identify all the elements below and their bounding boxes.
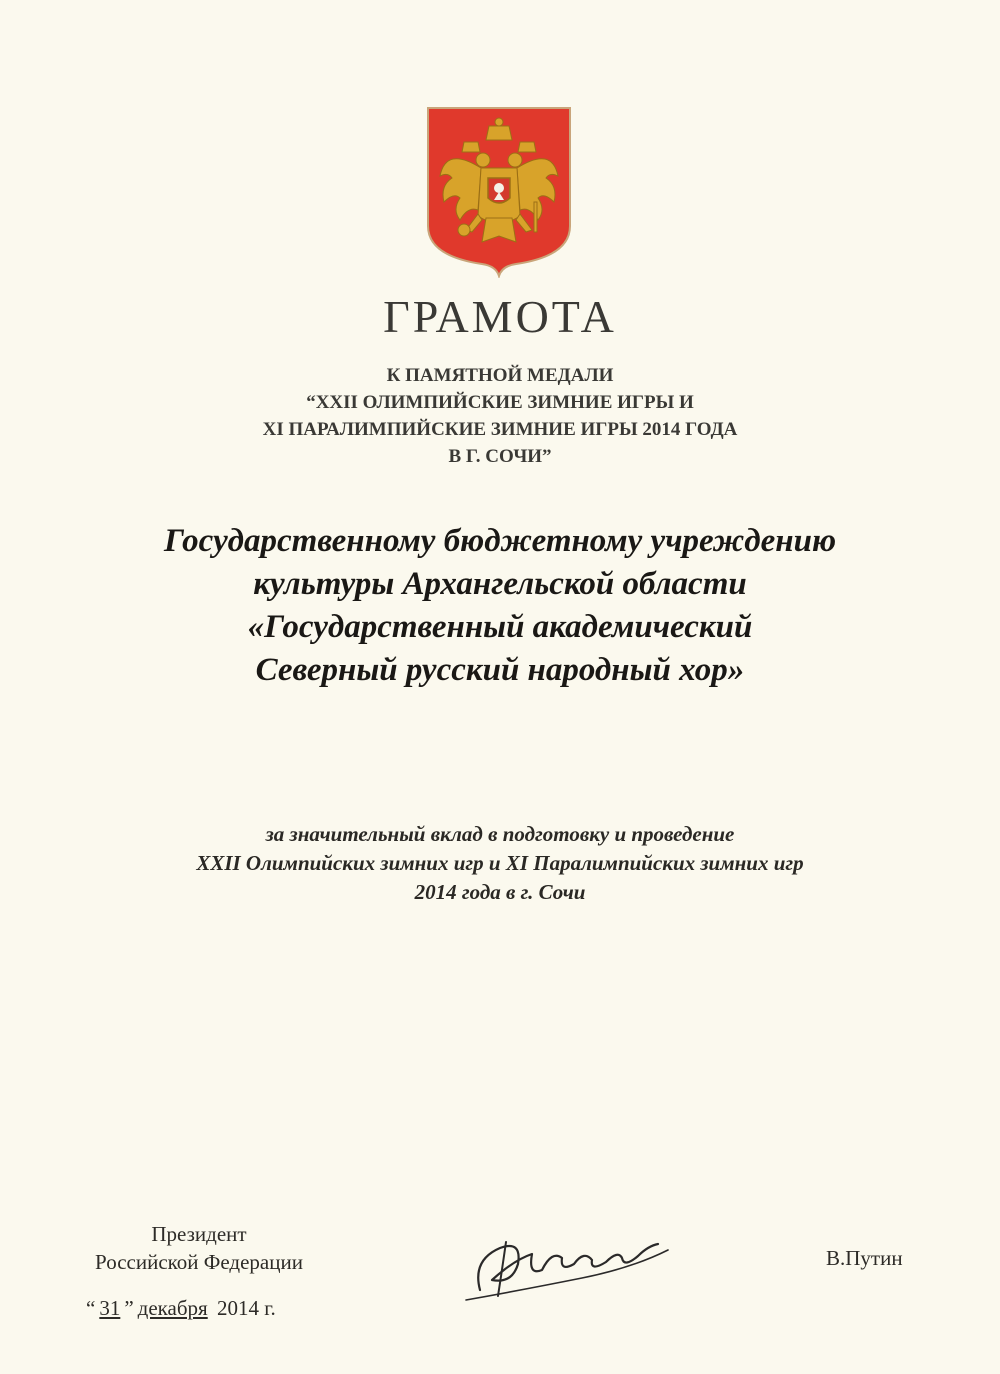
- reason-line: XXII Олимпийских зимних игр и XI Паралимпийских зимних игр: [196, 851, 804, 875]
- issue-date: [86, 1296, 276, 1321]
- date-day: 31: [99, 1296, 121, 1320]
- recipient-line: Северный русский народный хор»: [255, 652, 745, 688]
- position-line: Российской Федерации: [95, 1250, 303, 1274]
- reason-line: за значительный вклад в подготовку и проведение: [265, 822, 735, 846]
- date-open-quote: “: [86, 1296, 96, 1320]
- position-line: Президент: [151, 1222, 247, 1246]
- recipient-line: культуры Архангельской области: [253, 566, 747, 602]
- medal-subtitle: [0, 362, 1000, 470]
- date-year: 2014 г.: [216, 1296, 276, 1320]
- award-reason: [0, 820, 1000, 907]
- subtitle-line: В Г. СОЧИ”: [448, 446, 552, 467]
- subtitle-line: XI ПАРАЛИМПИЙСКИЕ ЗИМНИЕ ИГРЫ 2014 ГОДА: [262, 419, 738, 440]
- recipient-name: [0, 520, 1000, 692]
- subtitle-line: “XXII ОЛИМПИЙСКИЕ ЗИМНИЕ ИГРЫ И: [306, 392, 694, 413]
- coat-of-arms-icon: [426, 106, 572, 278]
- reason-line: 2014 года в г. Сочи: [414, 880, 586, 904]
- signature-icon: [462, 1220, 672, 1310]
- signatory-name: В.Путин: [826, 1246, 903, 1270]
- date-month: декабря: [137, 1296, 208, 1320]
- recipient-line: «Государственный академический: [247, 609, 753, 645]
- signatory-position: [74, 1220, 324, 1276]
- subtitle-line: К ПАМЯТНОЙ МЕДАЛИ: [386, 365, 614, 386]
- document-title: ГРАМОТА: [383, 291, 617, 342]
- recipient-line: Государственному бюджетному учреждению: [163, 523, 837, 559]
- date-close-quote: ”: [124, 1296, 134, 1320]
